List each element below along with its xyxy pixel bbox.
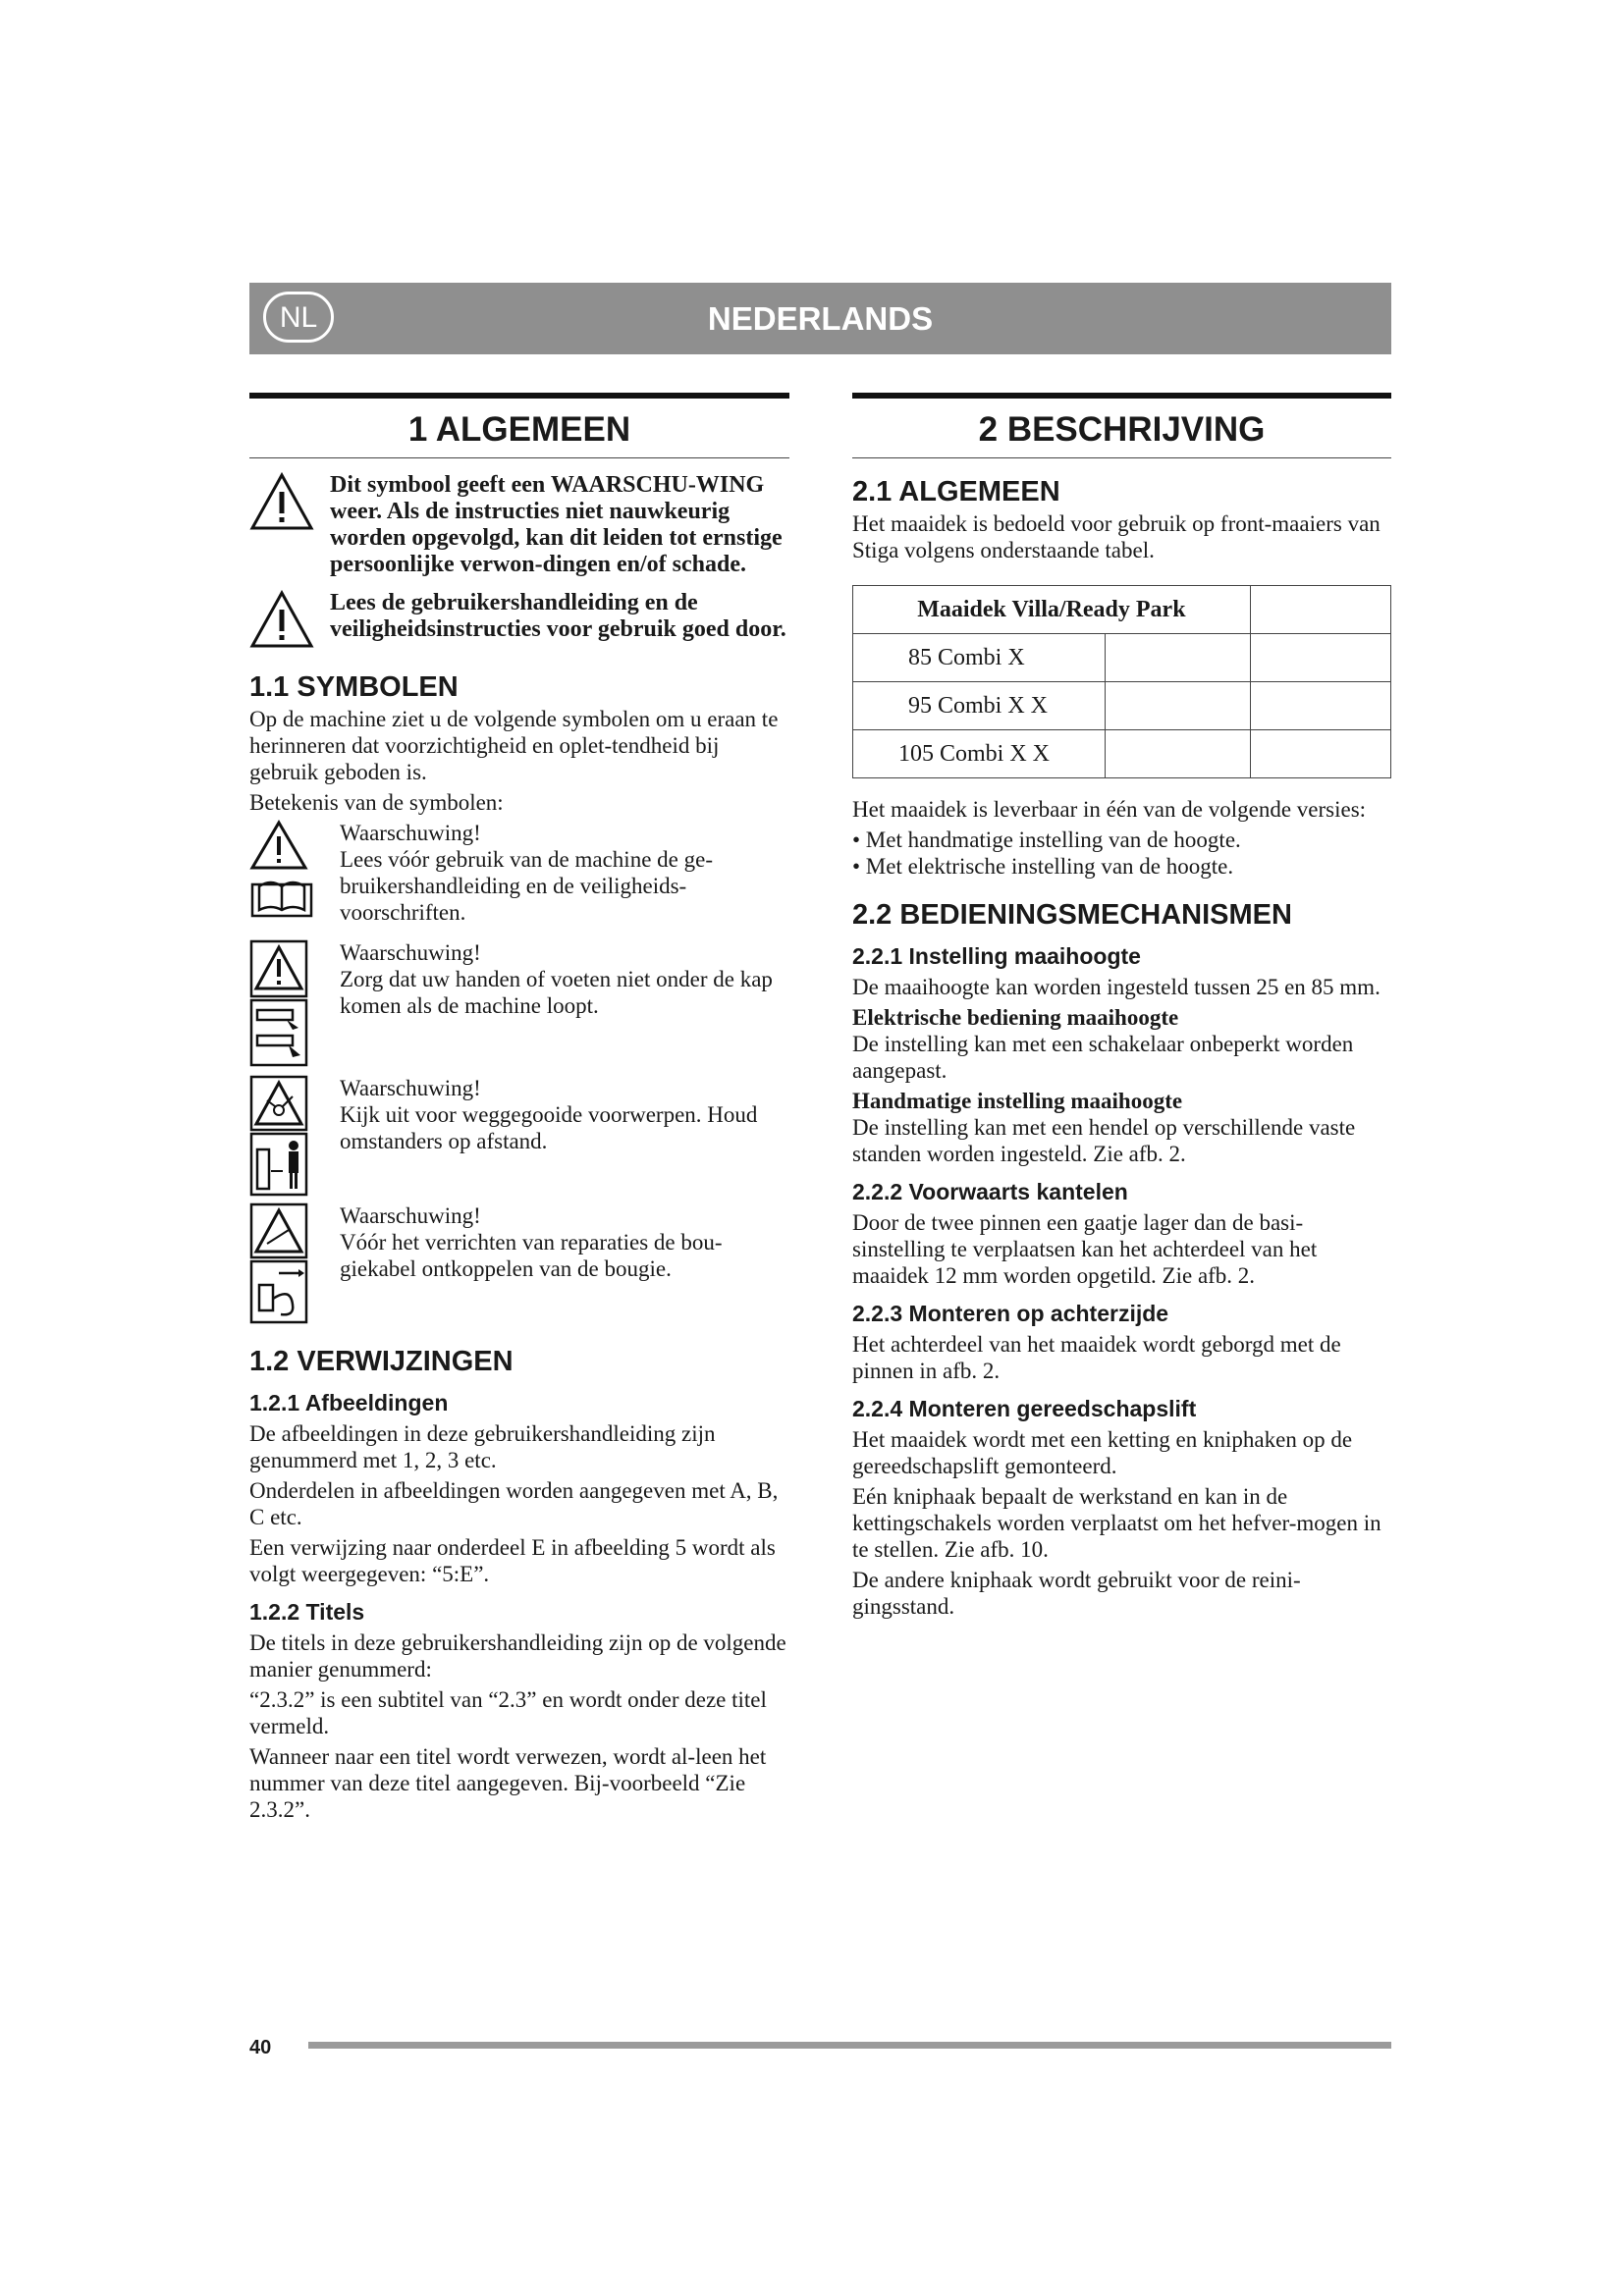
language-badge: NL <box>263 292 334 343</box>
bullet-item: • Met handmatige instelling van de hoogte. <box>852 828 1241 852</box>
section-title-2-1: 2.1 ALGEMEEN <box>852 476 1060 507</box>
symbol-entry <box>249 1202 789 1324</box>
subsection-title-2-2-1: 2.2.1 Instelling maaihoogte <box>852 943 1141 969</box>
paragraph: De titels in deze gebruikershandleiding zijn op de volgende manier genummerd: <box>249 1630 786 1682</box>
blade-hand-foot-icon <box>249 998 308 1067</box>
table-cell: 85 Combi X <box>853 634 1106 682</box>
subsection-title-2-2-2: 2.2.2 Voorwaarts kantelen <box>852 1179 1128 1204</box>
symbol-text: Vóór het verrichten van reparaties de bou-giekabel ontkoppelen van de bougie. <box>340 1230 723 1281</box>
table-header-cell: Maaidek Villa/Ready Park <box>853 586 1251 634</box>
symbol-label: Waarschuwing! <box>340 1203 481 1228</box>
warning-triangle-icon <box>249 590 330 654</box>
section-title-1-1: 1.1 SYMBOLEN <box>249 671 459 703</box>
banner-title: NEDERLANDS <box>707 300 934 337</box>
warning-text: Dit symbool geeft een WAARSCHU-WING weer. Als de instructies niet nauwkeurig worden opgevolgd, kan dit leiden tot ernstige persoonlijke verwon-dingen en/of schade. <box>330 472 783 577</box>
manual-book-icon <box>249 871 314 920</box>
table-cell <box>1250 730 1390 778</box>
table-cell <box>1106 730 1251 778</box>
paragraph: De maaihoogte kan worden ingesteld tussen 25 en 85 mm. <box>852 975 1380 999</box>
page-number: 40 <box>249 2037 272 2058</box>
symbol-text: Kijk uit voor weggegooide voorwerpen. Houd omstanders op afstand. <box>340 1102 758 1153</box>
warning-triangle-icon <box>249 820 308 871</box>
bullet-item: • Met elektrische instelling van de hoogte. <box>852 854 1234 879</box>
paragraph: Een verwijzing naar onderdeel E in afbeelding 5 wordt als volgt weergegeven: “5:E”. <box>249 1535 776 1586</box>
table-cell <box>1106 682 1251 730</box>
paragraph: De instelling kan met een hendel op verschillende vaste standen worden ingesteld. Zie afb. 2. <box>852 1115 1356 1166</box>
right-column <box>852 393 1391 1624</box>
paragraph: “2.3.2” is een subtitel van “2.3” en wordt onder deze titel vermeld. <box>249 1687 767 1738</box>
chapter-title-2: 2 BESCHRIJVING <box>852 399 1391 458</box>
paragraph: Wanneer naar een titel wordt verwezen, wordt al-leen het nummer van deze titel aangegeven. Bij-voorbeeld “Zie 2.3.2”. <box>249 1744 767 1822</box>
paragraph: De instelling kan met een schakelaar onbeperkt worden aangepast. <box>852 1032 1354 1083</box>
section-title-1-2: 1.2 VERWIJZINGEN <box>249 1346 514 1377</box>
symbol-text: Zorg dat uw handen of voeten niet onder de kap komen als de machine loopt. <box>340 967 773 1018</box>
table-row <box>853 682 1391 730</box>
symbol-text: Lees vóór gebruik van de machine de ge-bruikershandleiding en de veiligheids-voorschriften. <box>340 847 713 925</box>
symbol-label: Waarschuwing! <box>340 940 481 965</box>
table-cell <box>1250 586 1390 634</box>
paragraph: Door de twee pinnen een gaatje lager dan de basi-sinstelling te verplaatsen kan het achterdeel van het maaidek 12 mm worden opgetild. Zie afb. 2. <box>852 1210 1318 1288</box>
paragraph: Eén kniphaak bepaalt de werkstand en kan in de kettingschakels worden verplaatst om het hefver-mogen in te stellen. Zie afb. 10. <box>852 1484 1381 1562</box>
table-row <box>853 586 1391 634</box>
language-banner <box>249 283 1391 354</box>
paragraph: Betekenis van de symbolen: <box>249 790 504 815</box>
table-row <box>853 634 1391 682</box>
subsection-title-2-2-3: 2.2.3 Monteren op achterzijde <box>852 1301 1169 1326</box>
warning-block <box>249 590 789 654</box>
paragraph: De andere kniphaak wordt gebruikt voor de reini-gingsstand. <box>852 1568 1301 1619</box>
bold-subheading: Elektrische bediening maaihoogte <box>852 1005 1179 1030</box>
spark-plug-warning-icon <box>249 1202 308 1259</box>
symbol-label: Waarschuwing! <box>340 1076 481 1100</box>
warning-triangle-boxed-icon <box>249 939 308 998</box>
subsection-title-1-2-1: 1.2.1 Afbeeldingen <box>249 1390 449 1415</box>
symbol-entry <box>249 939 789 1067</box>
footer-rule <box>308 2042 1391 2049</box>
chapter-title-1: 1 ALGEMEEN <box>249 399 789 458</box>
paragraph: Het maaidek wordt met een ketting en kniphaken op de gereedschapslift gemonteerd. <box>852 1427 1353 1478</box>
warning-text: Lees de gebruikershandleiding en de veiligheidsinstructies voor gebruik goed door. <box>330 590 786 642</box>
paragraph: Het achterdeel van het maaidek wordt geborgd met de pinnen in afb. 2. <box>852 1332 1341 1383</box>
paragraph: Op de machine ziet u de volgende symbolen om u eraan te herinneren dat voorzichtigheid en oplet-tendheid bij gebruik geboden is. <box>249 707 779 784</box>
thrown-objects-icon <box>249 1075 308 1132</box>
section-title-2-2: 2.2 BEDIENINGSMECHANISMEN <box>852 899 1292 931</box>
table-cell: 95 Combi X X <box>853 682 1106 730</box>
bold-subheading: Handmatige instelling maaihoogte <box>852 1089 1183 1113</box>
keep-distance-icon <box>249 1132 308 1197</box>
symbol-entry <box>249 820 789 926</box>
table-row <box>853 730 1391 778</box>
disconnect-spark-plug-icon <box>249 1259 308 1324</box>
table-cell <box>1250 634 1390 682</box>
symbol-label: Waarschuwing! <box>340 821 481 845</box>
compatibility-table <box>852 585 1391 778</box>
paragraph: Het maaidek is bedoeld voor gebruik op front-maaiers van Stiga volgens onderstaande tabel. <box>852 511 1380 562</box>
symbol-entry <box>249 1075 789 1197</box>
table-cell <box>1250 682 1390 730</box>
paragraph: De afbeeldingen in deze gebruikershandleiding zijn genummerd met 1, 2, 3 etc. <box>249 1421 716 1472</box>
warning-block <box>249 472 789 578</box>
paragraph: Onderdelen in afbeeldingen worden aangegeven met A, B, C etc. <box>249 1478 779 1529</box>
subsection-title-2-2-4: 2.2.4 Monteren gereedschapslift <box>852 1396 1197 1421</box>
table-cell: 105 Combi X X <box>853 730 1106 778</box>
warning-triangle-icon <box>249 472 330 578</box>
paragraph: Het maaidek is leverbaar in één van de volgende versies: <box>852 797 1367 822</box>
left-column <box>249 393 789 1827</box>
table-cell <box>1106 634 1251 682</box>
subsection-title-1-2-2: 1.2.2 Titels <box>249 1599 365 1625</box>
